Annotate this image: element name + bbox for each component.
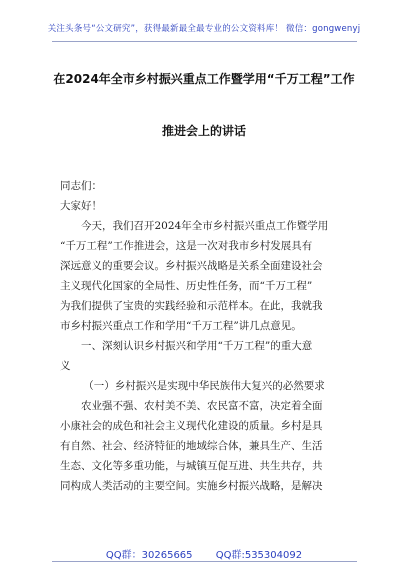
footer-divider [52,561,357,562]
paragraph-line: 今天，我们召开2024年全市乡村振兴重点工作暨学用 [81,220,329,232]
salutation-line: 同志们： [60,180,102,192]
body-text [60,176,348,496]
greeting-line: 大家好！ [60,200,102,212]
paragraph-line: 生态、文化等多重功能，与城镇互促互进、共生共存，共 [60,460,323,472]
paragraph-line: 主义现代化国家的全局性、历史性任务，而“千万工程” [60,280,313,292]
paragraph-line: “千万工程”工作推进会，这是一次对我市乡村发展具有 [60,240,313,252]
paragraph-line: 为我们提供了宝贵的实践经验和示范样本。在此，我就我 [60,300,323,312]
paragraph-line: 市乡村振兴重点工作和学用“千万工程”讲几点意见。 [60,320,302,332]
header-banner: 关注头条号“公文研究”，获得最新最全最专业的公文资料库！ 微信：gongwenyj [47,24,361,34]
paragraph-line: 小康社会的成色和社会主义现代化建设的质量。乡村是具 [60,420,323,432]
footer-qq-group-2: QQ群:535304092 [215,550,303,561]
section-heading-line: 义 [60,360,71,372]
document-title-line-1: 在2024年全市乡村振兴重点工作暨学用“千万工程”工作 [53,72,355,86]
header-divider [52,41,357,42]
section-heading-line: 一、深刻认识乡村振兴和学用“千万工程”的重大意 [81,340,313,352]
paragraph-line: 农业强不强、农村美不美、农民富不富，决定着全面 [81,400,323,412]
footer [0,546,408,561]
paragraph-line: 有自然、社会、经济特征的地域综合体，兼具生产、生活 [60,440,323,452]
document-title-line-2: 推进会上的讲话 [161,124,246,138]
paragraph-line: 深远意义的重要会议。乡村振兴战略是关系全面建设社会 [60,260,323,272]
subsection-heading: （一）乡村振兴是实现中华民族伟大复兴的必然要求 [83,380,325,392]
footer-qq-group-1: QQ群：30265665 [105,550,193,561]
paragraph-line: 同构成人类活动的主要空间。实施乡村振兴战略，是解决 [60,480,323,492]
